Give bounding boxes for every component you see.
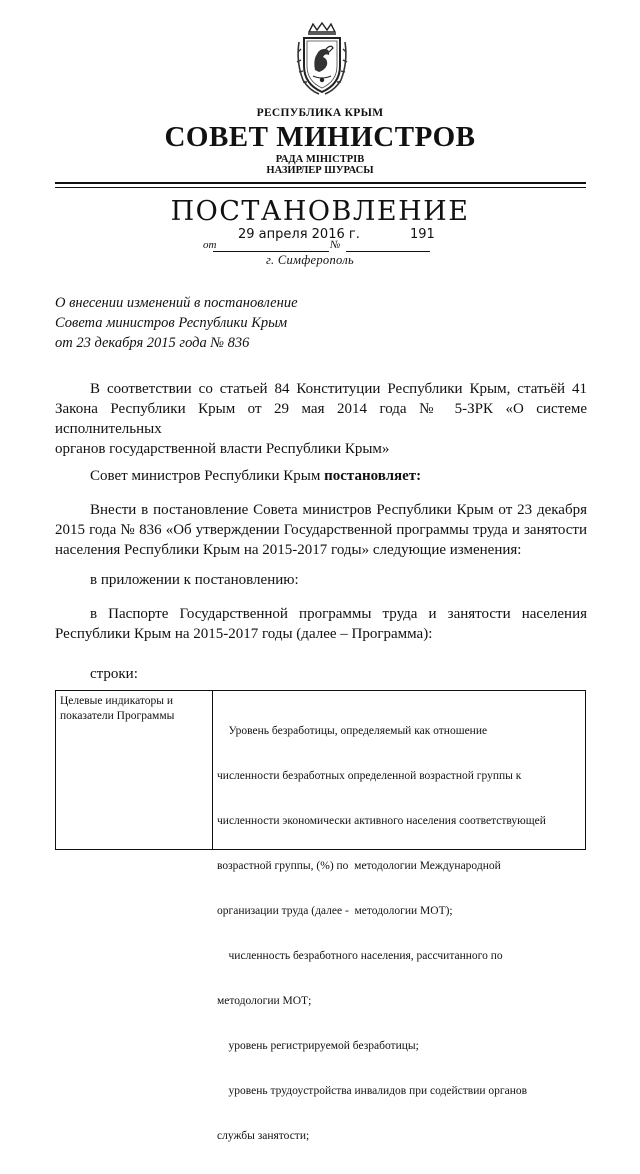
amendment-paragraph	[55, 500, 587, 560]
header-rule-thick	[55, 182, 586, 184]
header-rule-thin	[55, 187, 586, 188]
appendix-paragraph: в приложении к постановлению:	[90, 572, 299, 588]
republic-name: РЕСПУБЛИКА КРЫМ	[256, 107, 384, 119]
date-label: от	[203, 239, 217, 251]
resolution-text: Совет министров Республики Крым	[90, 468, 325, 484]
coat-of-arms-icon	[295, 22, 349, 96]
table-cell-header	[60, 694, 174, 724]
table-cell-line: Целевые индикаторы и	[60, 695, 174, 707]
passport-paragraph	[55, 604, 587, 644]
table-cell-line: численности экономически активного населения соответствующей	[217, 815, 546, 827]
paragraph-line: В соответствии со статьей 84 Конституции Республики Крым, статьёй 41	[90, 381, 587, 397]
decree-title: ПОСТАНОВЛЕНИЕ	[170, 196, 470, 227]
paragraph-line: в Паспорте Государственной программы труда и занятости населения	[90, 606, 587, 622]
decree-number: 191	[410, 227, 435, 242]
subject-line: от 23 декабря 2015 года № 836	[55, 335, 250, 351]
table-cell-line: численность безработного населения, рассчитанного по	[217, 950, 503, 962]
paragraph-line: населения Республики Крым на 2015-2017 годы» следующие изменения:	[55, 542, 522, 558]
table-cell-line: уровень трудоустройства инвалидов при содействии органов	[217, 1085, 528, 1097]
table-cell-content	[217, 694, 546, 1174]
indicators-table	[55, 690, 586, 1142]
number-label: №	[330, 239, 341, 251]
table-column-divider	[212, 691, 213, 849]
council-name-ukrainian: РАДА МІНІСТРІВ	[275, 154, 365, 165]
paragraph-line: Внести в постановление Совета министров Республики Крым от 23 декабря	[90, 502, 587, 518]
table-cell-line: методологии МОТ;	[217, 995, 312, 1007]
resolution-statement	[90, 468, 421, 485]
number-underline	[346, 251, 430, 252]
table-cell-line: уровень регистрируемой безработицы;	[217, 1040, 419, 1052]
table-cell-line: возрастной группы, (%) по методологии Международной	[217, 860, 501, 872]
date-underline	[213, 251, 329, 252]
council-name-crimean-tatar: НАЗИРЛЕР ШУРАСЫ	[266, 165, 374, 176]
paragraph-line: Республики Крым на 2015-2017 годы (далее – Программа):	[55, 626, 433, 642]
subject-line: Совета министров Республики Крым	[55, 315, 288, 331]
rows-label: строки:	[90, 666, 138, 682]
paragraph-line: органов государственной власти Республики Крым»	[55, 441, 390, 457]
council-title: СОВЕТ МИНИСТРОВ	[164, 121, 476, 153]
paragraph-line: Закона Республики Крым от 29 мая 2014 года № 5-ЗРК «О системе исполнительных	[55, 401, 587, 437]
decree-date: 29 апреля 2016 г.	[238, 227, 360, 242]
decree-city: г. Симферополь	[266, 253, 354, 267]
table-cell-line: показатели Программы	[60, 710, 175, 722]
table-cell-line: Уровень безработицы, определяемый как отношение	[217, 725, 488, 737]
table-cell-line: численности безработных определенной возрастной группы к	[217, 770, 522, 782]
subject-line: О внесении изменений в постановление	[55, 295, 298, 311]
table-cell-line: службы занятости;	[217, 1130, 310, 1142]
preamble-paragraph	[55, 379, 587, 459]
table-cell-line: организации труда (далее - методологии МОТ);	[217, 905, 453, 917]
resolution-keyword: постановляет:	[324, 468, 422, 484]
coat-of-arms-emblem	[295, 22, 349, 96]
paragraph-line: 2015 года № 836 «Об утверждении Государственной программы труда и занятости	[55, 522, 587, 538]
